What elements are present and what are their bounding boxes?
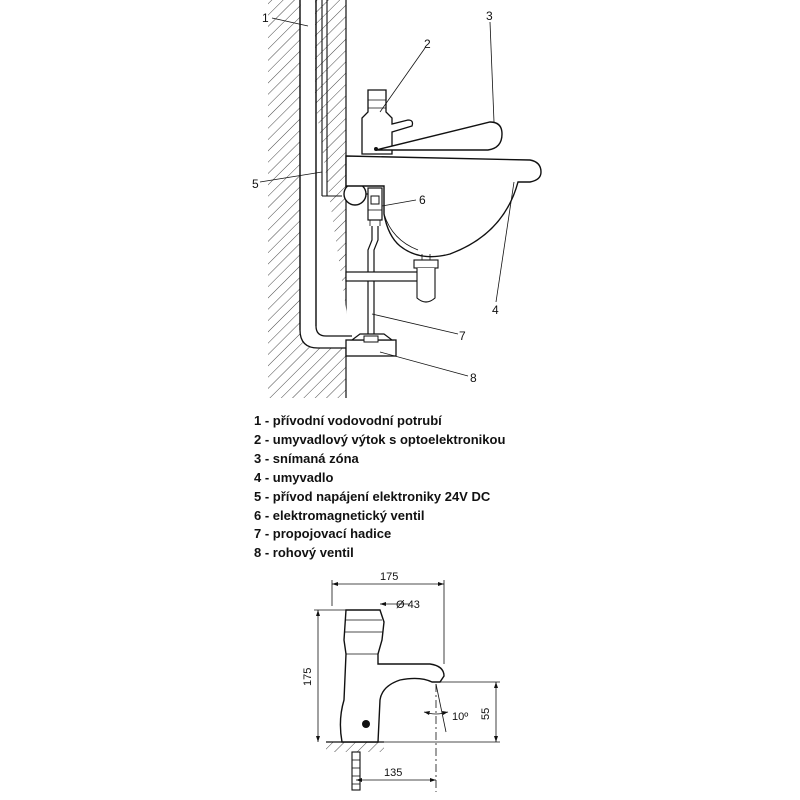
callout-3: 3 xyxy=(486,9,493,23)
callout-1: 1 xyxy=(262,11,269,25)
legend-item-6: 6 - elektromagnetický ventil xyxy=(254,507,425,523)
dim-outlet-height: 55 xyxy=(480,707,492,720)
legend-item-1: 1 - přívodní vodovodní potrubí xyxy=(254,413,442,428)
callout-7: 7 xyxy=(459,329,466,343)
callout-2: 2 xyxy=(424,37,431,51)
dim-angle: 10º xyxy=(452,711,469,723)
legend xyxy=(254,412,505,563)
dim-depth: 135 xyxy=(384,767,403,779)
dimension-lines xyxy=(314,580,500,792)
legend-item-4: 4 - umyvadlo xyxy=(254,469,334,485)
legend-item-7: 7 - propojovací hadice xyxy=(254,526,392,542)
faucet-side-view xyxy=(340,610,444,742)
callout-4: 4 xyxy=(492,303,499,317)
corner-valve xyxy=(346,334,396,356)
callout-8: 8 xyxy=(470,371,477,385)
support-bracket xyxy=(346,272,418,281)
legend-item-8: 8 - rohový ventil xyxy=(254,545,354,561)
legend-item-3: 3 - snímaná zóna xyxy=(254,450,359,466)
solenoid-valve xyxy=(368,188,382,226)
faucet-shank xyxy=(352,752,360,790)
counter-top xyxy=(326,742,384,752)
legend-item-2: 2 - umyvadlový výtok s optoelektronikou xyxy=(254,431,506,447)
legend-item-5: 5 - přívod napájení elektroniky 24V DC xyxy=(254,488,491,504)
callout-6: 6 xyxy=(419,193,426,207)
dim-diameter: Ø 43 xyxy=(396,599,420,611)
callout-5: 5 xyxy=(252,177,259,191)
dim-width-top: 175 xyxy=(380,571,399,583)
dim-height: 175 xyxy=(302,667,314,686)
siphon xyxy=(414,254,438,302)
